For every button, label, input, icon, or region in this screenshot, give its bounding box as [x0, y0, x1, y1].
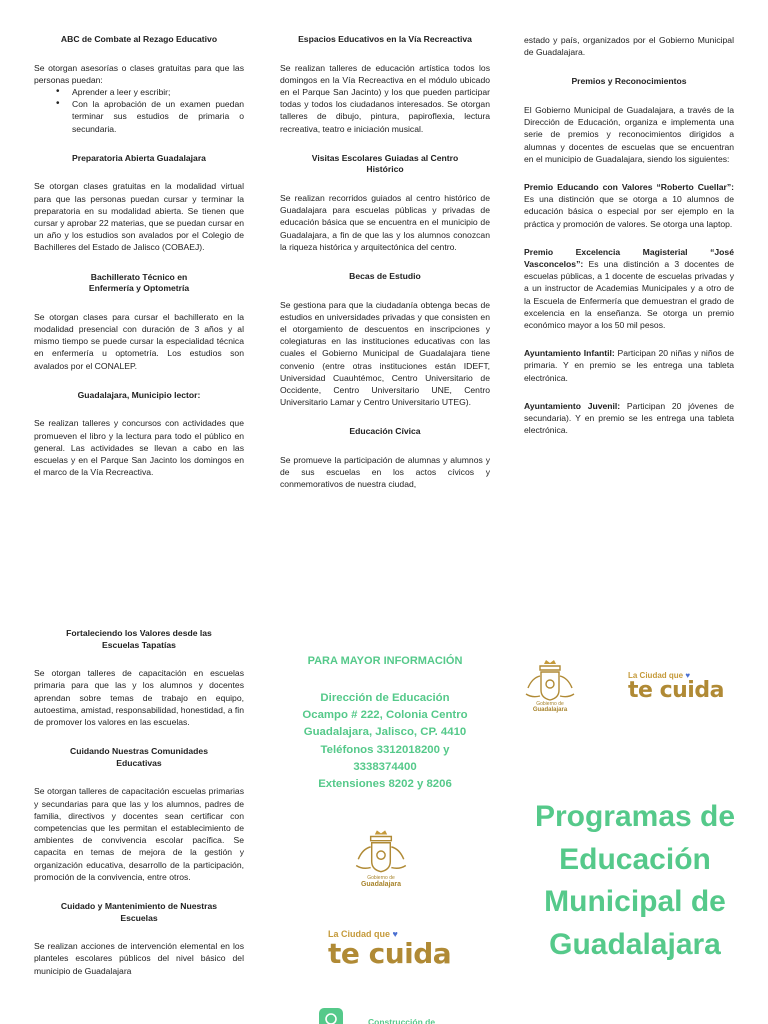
tagline-text: La Ciudad que [328, 929, 391, 939]
title-line: Histórico [366, 164, 404, 175]
contact-line: Extensiones 8202 y 8206 [318, 778, 452, 791]
column-4 [34, 628, 244, 977]
te-cuida-wordmark: te cuida [628, 678, 724, 704]
emblem-caption [350, 876, 412, 889]
contact-line: Guadalajara, Jalisco, CP. 4410 [303, 726, 467, 739]
heart-icon: ♥ [392, 929, 398, 939]
award-paragraph [524, 246, 734, 331]
contact-title: PARA MAYOR INFORMACIÓN [307, 655, 463, 667]
contact-lines [280, 690, 490, 794]
section-title: Preparatoria Abierta Guadalajara [72, 152, 206, 163]
tagline-text: La Ciudad que [628, 671, 684, 680]
emblem-caption-name: Guadalajara [360, 881, 402, 889]
emblem-caption-small: Gobierno de [367, 875, 395, 881]
award-text: Es una distinción a 3 docentes de escuelas públicas, a 1 docente de escuelas privadas y a un instructor de Academias Municipales y a otro de la Escuela de Enfermería que demuestran el grado de excelencia en la enseñanza. Se otorga un premio económico mayor a los 50 mil pesos. [524, 259, 734, 331]
guadalajara-emblem-logo [350, 826, 412, 889]
award-paragraph [524, 347, 734, 384]
section-text: Se realizan talleres de educación artística todos los domingos en la Vía Recreactiva en el módulo ubicado en el Parque San Jacinto) y los que pueden participar todas y todos los ciudadanos interesados. Se otorgan talleres de dibujo, pintura, papiroflexia, lectura recreativa, teatro e iniciación musical. [280, 62, 490, 134]
section-text: Se promueve la participación de alumnas y alumnos y de sus escuelas en los actos cívicos y conmemorativos de nuestra ciudad, [280, 455, 490, 490]
contact-line: Ocampo # 222, Colonia Centro [302, 708, 468, 721]
guadalajara-emblem-logo [520, 658, 580, 714]
bullet-list [56, 86, 244, 135]
section-title: ABC de Combate al Rezago Educativo [60, 34, 218, 44]
contact-line: 3338374400 [353, 760, 417, 773]
title-line: Visitas Escolares Guiadas al Centro [311, 152, 459, 163]
title-line: Enfermería y Optometría [88, 283, 190, 294]
column-1 [34, 34, 244, 478]
contact-line: Dirección de Educación [320, 691, 450, 704]
emblem-caption-small: Gobierno de [536, 701, 564, 707]
section-title: Premios y Reconocimientos [571, 76, 687, 87]
section-text: Se realizan recorridos guiados al centro histórico de Guadalajara para escuelas públicas y privadas de educación básica que se encuentra en el municipio de Guadalajara, a fin de que las y los alumnos conozcan la riqueza histórica y arquitectónica del centro. [280, 193, 490, 252]
section-title [34, 746, 244, 769]
cover-title-line: Guadalajara [549, 927, 721, 961]
heart-icon: ♥ [685, 671, 691, 680]
contact-line: Teléfonos 3312018200 y [320, 743, 450, 756]
list-item: • Aprender a leer y escribir; [56, 86, 244, 98]
section-title [280, 153, 490, 176]
cover-title-line: Educación [559, 842, 711, 876]
contact-info [280, 654, 490, 794]
section-title [34, 901, 244, 924]
section-title: Educación Cívica [349, 426, 421, 437]
section-title: Becas de Estudio [349, 271, 421, 282]
award-text: Participan 20 niñas y niños de primaria. Y en premio se les entrega una tableta electrónica. [524, 348, 735, 383]
section-text: Se gestiona para que la ciudadanía obtenga becas de estudios en universidades privadas y que consisten en el otorgamiento de descuentos en inscripciones y colegiaturas en las instituciones educativas con las cuales el Gobierno Municipal de Guadalajara tiene convenio (entre otras instituciones están IDEFT, Universidad Cuauhtémoc, Centro Universitario de Occidente, Centro Universitario UNE, Centro Universitario Lamar y Centro Universitario UTEG). [280, 299, 490, 408]
section-title: Espacios Educativos en la Vía Recreactiva [298, 34, 472, 44]
title-line: Bachillerato Técnico en [90, 271, 188, 282]
title-line: Fortaleciendo los Valores desde las [66, 628, 212, 638]
award-text: Participan 20 jóvenes de secundaria). Y en premio se les entrega una tableta electrónica. [524, 400, 734, 436]
te-cuida-logo [628, 670, 724, 702]
section-title: Guadalajara, Municipio lector: [77, 389, 201, 400]
section-text: estado y país, organizados por el Gobierno Municipal de Guadalajara. [524, 35, 734, 58]
section-text: Se otorgan clases para cursar el bachillerato en la modalidad presencial con duración de 3 años y al mismo tiempo se puede cursar la especialidad técnica en enfermería u optometría. Los estudios son avalados por el CONALEP. [34, 311, 244, 371]
cover-title-line: Municipal de [544, 885, 726, 919]
section-text: El Gobierno Municipal de Guadalajara, a través de la Dirección de Educación, organiza e implementa una serie de premios y reconocimientos dirigidos a alumnas y docentes de escuelas que se encuentran en el municipio de Guadalajara, siendo los siguientes: [524, 105, 734, 164]
te-cuida-logo [328, 928, 452, 970]
construccion-logo [318, 1006, 498, 1024]
title-line: Escuelas [120, 912, 158, 923]
column-2 [280, 34, 490, 491]
section-text: Se otorgan talleres de capacitación en escuelas primaria para que las y los alumnos y docentes aprendan sobre temas de trabajo en equipo, autoestima, amistad, responsabilidad, honestidad, a fin de promover los valores en las escuelas. [34, 668, 244, 727]
section-title [34, 628, 244, 651]
award-name: Ayuntamiento Infantil: [524, 348, 615, 359]
construccion-label: Construcción de [368, 1017, 436, 1024]
section-text: Se otorgan asesorías o clases gratuitas para que las personas puedan: [34, 62, 244, 85]
title-line: Cuidado y Mantenimiento de Nuestras [60, 901, 218, 912]
award-name: Premio Excelencia Magisterial “José Vasconcelos”: [524, 246, 734, 270]
column-3 [524, 34, 734, 436]
list-item: • Con la aprobación de un examen puedan terminar sus estudios de primaria o secundaria. [56, 98, 244, 135]
section-text: Se realizan talleres y concursos con actividades que promueven el libro y la lectura para todo el público en general. Las actividades se llevan a cabo en las escuelas y en el Parque San Jacinto los domingos en el marco de la Vía Recreactiva. [34, 418, 244, 478]
section-text: Se realizan acciones de intervención elemental en los planteles escolares públicos del nivel básico del municipio de Guadalajara [34, 941, 244, 976]
coat-of-arms-icon [350, 826, 412, 876]
emblem-caption-name: Guadalajara [532, 707, 568, 714]
award-text: Es una distinción que se otorga a 10 alumnos de educación básica o especial por ser ejemplo en la práctica y promoción de valores. Se otorga una laptop. [524, 194, 734, 229]
section-title [34, 272, 244, 295]
title-line: Escuelas Tapatías [102, 639, 176, 650]
award-paragraph [524, 400, 734, 437]
coat-of-arms-icon [520, 658, 580, 702]
te-cuida-wordmark: te cuida [328, 936, 452, 970]
cover-title-line: Programas de [534, 800, 736, 833]
section-text: Se otorgan clases gratuitas en la modalidad virtual para que las personas puedan cursar y terminar la preparatoria en su modalidad abierta. Se tienen que cursar y aprobar 22 materias, que se puedan cursar en un año y los estudios son avalados por el Colegio de Bachilleres del Estado de Jalisco (COBAEJ). [34, 181, 244, 253]
award-name: Premio Educando con Valores “Roberto Cuellar”: [524, 182, 734, 193]
award-name: Ayuntamiento Juvenil: [524, 400, 621, 411]
construccion-icon [318, 1006, 344, 1024]
section-text: Se otorgan talleres de capacitación escuelas primarias y secundarias para que las y los alumnos, padres de familia, directivos y docentes sean certificar con competencias que les permitan el establecimiento de ambientes de convivencia escolar pacífica. Se capacita en temas de mejora de la gestión y organización educativa, desarrollo de la participación, promoción de la convivencia, entre otros. [34, 786, 244, 882]
emblem-caption [520, 702, 580, 714]
title-line: Educativas [116, 757, 162, 768]
award-paragraph [524, 181, 734, 230]
cover-title [520, 796, 750, 966]
title-line: Cuidando Nuestras Comunidades [70, 746, 208, 757]
